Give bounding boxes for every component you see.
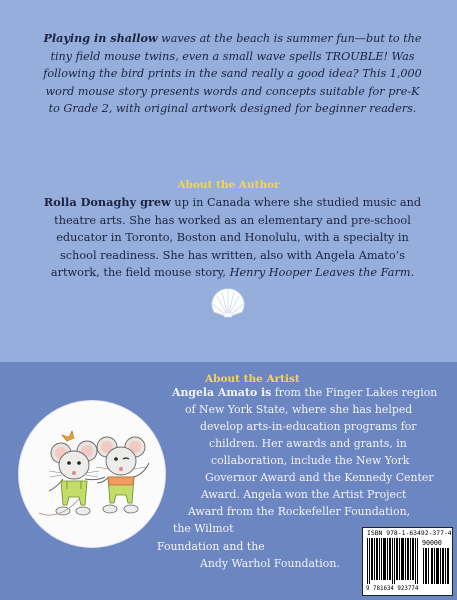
artist-bio-line-7: Award. Angela won the Artist Project bbox=[201, 488, 407, 501]
mouse-twins-drawing bbox=[19, 401, 166, 548]
barcode bbox=[362, 527, 453, 596]
author-name: Rolla Donaghy grew bbox=[43, 195, 171, 209]
price-barcode-bars bbox=[423, 548, 449, 584]
author-bio-text-2: . bbox=[410, 266, 415, 279]
artist-bio-line-2: of New York State, where she has helped bbox=[185, 403, 413, 416]
barcode-bars bbox=[367, 538, 419, 584]
blurb-lead: Playing in shallow bbox=[43, 31, 158, 45]
barcode-number: 9 781634 923774 bbox=[366, 586, 419, 592]
artist-bio-text: from the Finger Lakes region bbox=[271, 386, 438, 399]
blurb-text: waves at the beach is summer fun—but to the tiny field mouse twins, even a small wave spells TROUBLE! Was following the bird prints in the sand really a good idea? This 1,000 word mouse story presents words and concepts suitable for pre-K to Grade 2, with original artwork designed for beginner readers. bbox=[43, 32, 422, 115]
price-code: 90000 bbox=[422, 539, 442, 547]
artist-bio-line-4: children. Her awards and grants, in bbox=[209, 437, 407, 450]
artist-bio-line-10: Foundation and the bbox=[157, 540, 265, 553]
mouse-twins-illustration bbox=[18, 400, 166, 548]
artist-bio-line-3: develop arts-in-education programs for bbox=[200, 420, 417, 433]
artist-name: Angela Amato is bbox=[172, 386, 272, 399]
author-bio bbox=[40, 194, 425, 282]
author-bio-text-1: up in Canada where she studied music and theatre arts. She has worked as an elementary and pre-school educator in Toronto, Boston and Honolulu, with a specialty in school readiness. She has written, also with Angela Amato’s artwork, the field mouse story, bbox=[50, 196, 422, 279]
about-artist-heading: About the Artist bbox=[205, 373, 300, 385]
artist-bio-line-6: Governor Award and the Kennedy Center bbox=[205, 471, 434, 484]
artist-bio-line-1 bbox=[172, 384, 437, 401]
scallop-shell-icon bbox=[208, 288, 248, 318]
isbn-label: ISBN 978-1-63492-377-4 bbox=[367, 529, 452, 537]
author-book-title: Henry Hooper Leaves the Farm bbox=[229, 266, 411, 279]
artist-bio-line-9: the Wilmot bbox=[173, 522, 234, 535]
artist-bio-line-8: Award from the Rockefeller Foundation, bbox=[188, 505, 411, 518]
artist-bio-line-5: collaboration, include the New York bbox=[211, 454, 410, 467]
artist-bio-line-11: Andy Warhol Foundation. bbox=[200, 557, 340, 570]
about-author-heading: About the Author bbox=[177, 179, 280, 191]
book-blurb bbox=[40, 30, 425, 118]
